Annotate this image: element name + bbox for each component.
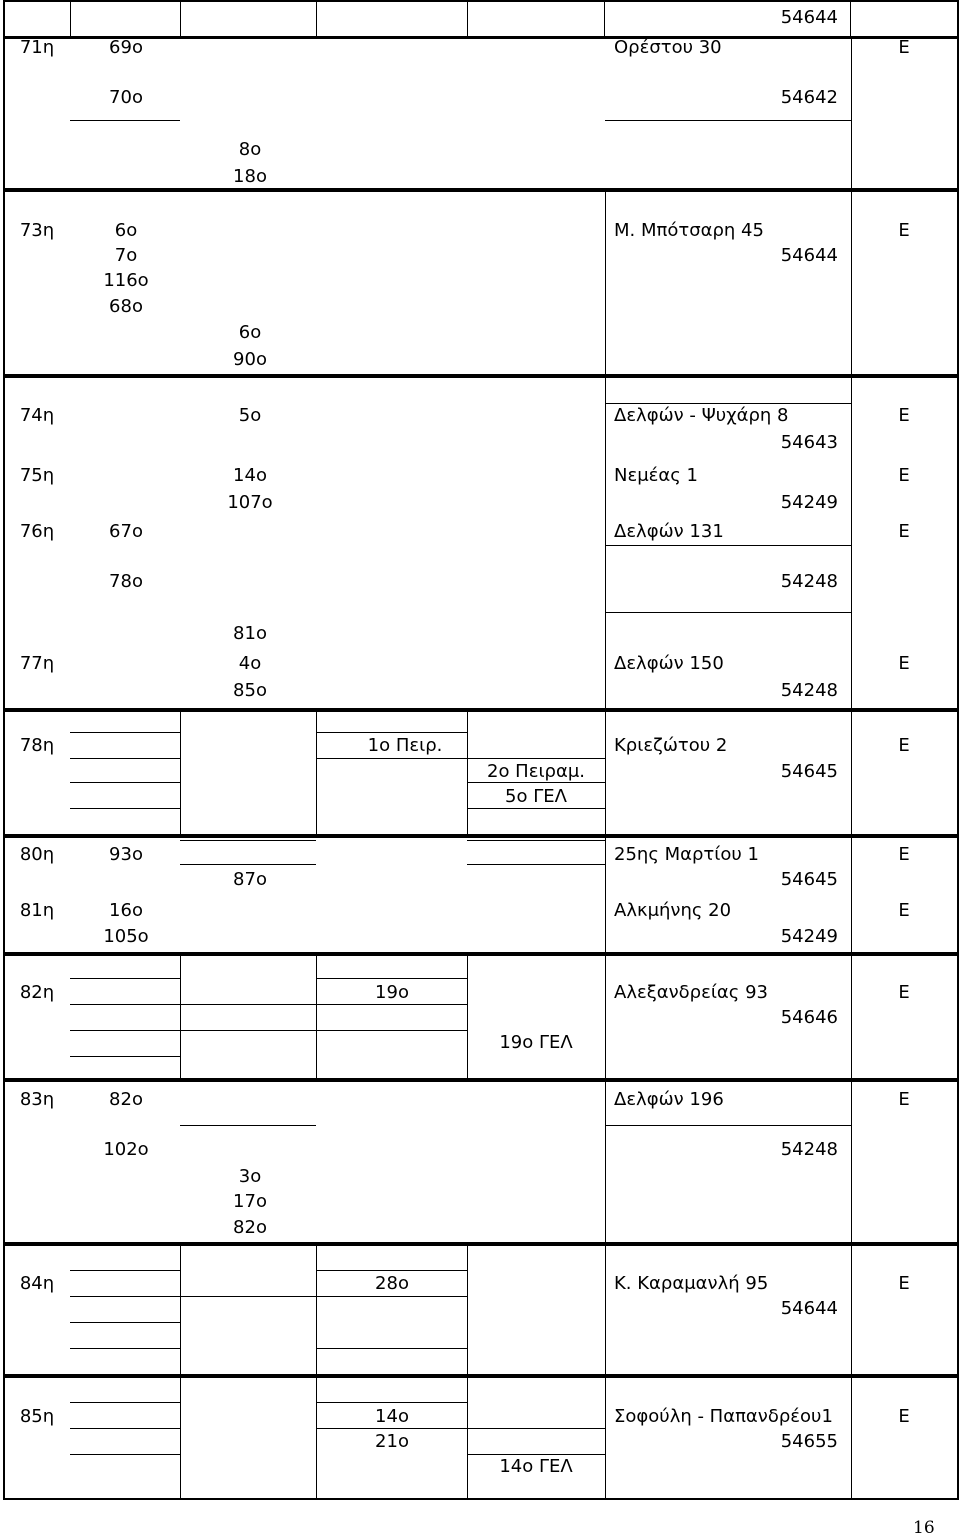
table-cell: 85ο <box>233 680 267 701</box>
table-cell: 102ο <box>103 1139 149 1160</box>
cell-rule <box>467 782 605 783</box>
table-cell: 54248 <box>780 571 838 592</box>
table-cell: 84η <box>19 1273 55 1294</box>
table-cell: 6ο <box>238 322 262 343</box>
table-cell: Δελφών 150 <box>614 653 724 674</box>
column-rule <box>180 1376 181 1500</box>
cell-rule <box>316 732 467 733</box>
table-cell: Νεμέας 1 <box>614 465 698 486</box>
table-cell: 54643 <box>780 432 838 453</box>
table-cell: Ε <box>898 900 910 921</box>
table-cell: 70ο <box>109 87 143 108</box>
column-rule <box>605 1244 606 1376</box>
table-cell: Κ. Καραμανλή 95 <box>614 1273 769 1294</box>
table-cell: 19ο <box>375 982 409 1003</box>
cell-rule <box>605 1125 851 1126</box>
column-rule <box>467 1376 468 1500</box>
table-cell: 83η <box>19 1089 55 1110</box>
column-rule <box>851 1080 852 1244</box>
page-number: 16 <box>913 1518 935 1538</box>
table-cell: Ε <box>898 844 910 865</box>
table-cell: 73η <box>19 220 55 241</box>
table-cell: Ορέστου 30 <box>614 37 722 58</box>
cell-rule <box>70 782 180 783</box>
table-cell: 21ο <box>375 1431 409 1452</box>
cell-rule <box>605 120 851 121</box>
table-cell: 69ο <box>109 37 143 58</box>
table-cell: 116ο <box>103 270 149 291</box>
table-cell: 54248 <box>780 1139 838 1160</box>
table-cell: 77η <box>19 653 55 674</box>
table-cell: 6ο <box>114 220 138 241</box>
cell-rule <box>180 864 316 865</box>
column-rule <box>316 954 317 1080</box>
cell-rule <box>467 864 605 865</box>
row-group-frame <box>3 1080 959 1244</box>
column-rule <box>180 0 181 37</box>
table-cell: 1ο Πειρ. <box>367 735 443 756</box>
table-cell: 8ο <box>238 139 262 160</box>
table-cell: 54655 <box>780 1431 838 1452</box>
cell-rule <box>70 1296 467 1297</box>
table-cell: 54645 <box>780 761 838 782</box>
table-cell: Ε <box>898 1089 910 1110</box>
table-cell: 90ο <box>233 349 267 370</box>
column-rule <box>316 1244 317 1376</box>
cell-rule <box>70 1428 180 1429</box>
column-rule <box>180 1244 181 1376</box>
table-cell: Ε <box>898 982 910 1003</box>
cell-rule <box>605 545 851 546</box>
column-rule <box>180 710 181 836</box>
table-cell: 82η <box>19 982 55 1003</box>
cell-rule <box>70 1348 180 1349</box>
cell-rule <box>70 120 180 121</box>
table-cell: 54642 <box>780 87 838 108</box>
cell-rule <box>70 758 180 759</box>
table-cell: 7ο <box>114 245 138 266</box>
column-rule <box>851 1376 852 1500</box>
table-cell: Σοφούλη - Παπανδρέου1 <box>614 1406 833 1427</box>
table-cell: Ε <box>898 521 910 542</box>
column-rule <box>605 190 606 376</box>
table-cell: 25ης Μαρτίου 1 <box>614 844 759 865</box>
table-cell: 54644 <box>780 1298 838 1319</box>
table-cell: 75η <box>19 465 55 486</box>
cell-rule <box>316 1428 605 1429</box>
table-cell: 54249 <box>780 492 838 513</box>
table-cell: 54646 <box>780 1007 838 1028</box>
cell-rule <box>70 1402 180 1403</box>
table-cell: Μ. Μπότσαρη 45 <box>614 220 764 241</box>
table-cell: Ε <box>898 465 910 486</box>
table-cell: Ε <box>898 405 910 426</box>
column-rule <box>851 190 852 376</box>
cell-rule <box>70 732 180 733</box>
column-rule <box>467 710 468 836</box>
table-cell: Αλκμήνης 20 <box>614 900 732 921</box>
table-cell: 74η <box>19 405 55 426</box>
cell-rule <box>70 1270 180 1271</box>
table-cell: 68ο <box>109 296 143 317</box>
table-cell: 5ο <box>238 405 262 426</box>
table-cell: 16ο <box>109 900 143 921</box>
table-cell: 107ο <box>227 492 273 513</box>
column-rule <box>851 376 852 710</box>
table-cell: 87ο <box>233 869 267 890</box>
table-cell: Αλεξανδρείας 93 <box>614 982 768 1003</box>
table-cell: 81ο <box>233 623 267 644</box>
table-cell: 78ο <box>109 571 143 592</box>
column-rule <box>851 37 852 190</box>
cell-rule <box>70 1056 180 1057</box>
table-cell: 71η <box>19 37 55 58</box>
table-cell: Κριεζώτου 2 <box>614 735 728 756</box>
column-rule <box>851 710 852 836</box>
cell-rule <box>316 1270 467 1271</box>
table-cell: 82ο <box>233 1217 267 1238</box>
cell-rule <box>70 1322 180 1323</box>
cell-rule <box>70 1004 467 1005</box>
column-rule <box>605 710 606 836</box>
cell-rule <box>605 612 851 613</box>
table-cell: 81η <box>19 900 55 921</box>
table-cell: 85η <box>19 1406 55 1427</box>
cell-rule <box>70 978 180 979</box>
column-rule <box>316 1376 317 1500</box>
column-rule <box>316 0 317 37</box>
table-cell: 105ο <box>103 926 149 947</box>
table-cell: 14ο <box>233 465 267 486</box>
table-cell: Ε <box>898 220 910 241</box>
table-cell: Ε <box>898 653 910 674</box>
column-rule <box>604 0 605 37</box>
table-cell: 14ο <box>375 1406 409 1427</box>
table-cell: 19ο ΓΕΛ <box>499 1032 573 1053</box>
table-cell: 18ο <box>233 166 267 187</box>
column-rule <box>605 376 606 710</box>
table-cell: 67ο <box>109 521 143 542</box>
table-cell: 78η <box>19 735 55 756</box>
table-cell: 17ο <box>233 1191 267 1212</box>
column-rule <box>850 0 851 37</box>
row-group-frame <box>3 37 959 190</box>
table-cell: 54644 <box>780 245 838 266</box>
cell-rule <box>467 840 605 841</box>
column-rule <box>70 0 71 37</box>
table-cell: Δελφών 196 <box>614 1089 724 1110</box>
cell-rule <box>605 403 851 404</box>
table-cell: Δελφών 131 <box>614 521 724 542</box>
cell-rule <box>316 1348 467 1349</box>
cell-rule <box>467 1454 605 1455</box>
column-rule <box>467 0 468 37</box>
cell-rule <box>70 1030 467 1031</box>
column-rule <box>605 1080 606 1244</box>
column-rule <box>605 1376 606 1500</box>
cell-rule <box>316 978 467 979</box>
column-rule <box>316 710 317 836</box>
table-cell: 82ο <box>109 1089 143 1110</box>
table-cell: 3ο <box>238 1166 262 1187</box>
table-cell: 14ο ΓΕΛ <box>499 1456 573 1477</box>
column-rule <box>467 1244 468 1376</box>
table-cell: Ε <box>898 37 910 58</box>
column-rule <box>851 1244 852 1376</box>
column-rule <box>851 836 852 954</box>
cell-rule <box>180 1125 316 1126</box>
column-rule <box>605 954 606 1080</box>
cell-rule <box>180 840 316 841</box>
column-rule <box>605 836 606 954</box>
table-cell: 4ο <box>238 653 262 674</box>
table-cell: 5ο ΓΕΛ <box>505 786 567 807</box>
cell-rule <box>70 808 180 809</box>
table-cell: 54249 <box>780 926 838 947</box>
table-cell: 54644 <box>780 7 838 28</box>
column-rule <box>467 954 468 1080</box>
column-rule <box>180 954 181 1080</box>
cell-rule <box>467 808 605 809</box>
cell-rule <box>70 1454 180 1455</box>
table-cell: Ε <box>898 1406 910 1427</box>
row-group-frame <box>3 376 959 710</box>
table-cell: Ε <box>898 735 910 756</box>
cell-rule <box>316 1402 467 1403</box>
column-rule <box>851 954 852 1080</box>
table-cell: Δελφών - Ψυχάρη 8 <box>614 405 789 426</box>
table-cell: Ε <box>898 1273 910 1294</box>
table-cell: 54248 <box>780 680 838 701</box>
table-cell: 93ο <box>109 844 143 865</box>
cell-rule <box>316 758 605 759</box>
table-cell: 2ο Πειραμ. <box>486 761 586 782</box>
table-cell: 54645 <box>780 869 838 890</box>
table-cell: 76η <box>19 521 55 542</box>
table-cell: 80η <box>19 844 55 865</box>
table-cell: 28ο <box>375 1273 409 1294</box>
